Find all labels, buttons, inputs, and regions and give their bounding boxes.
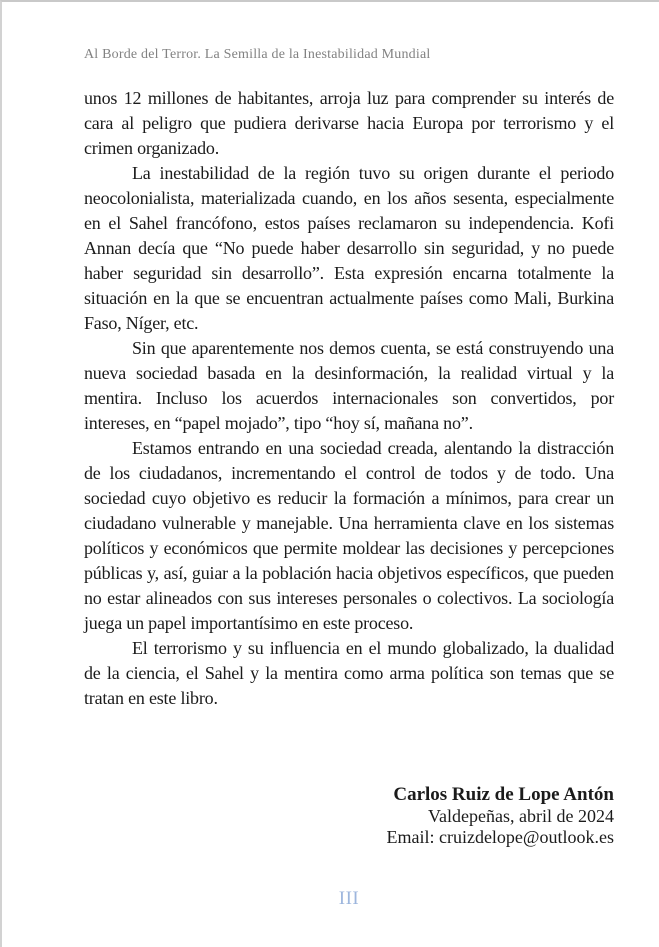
paragraph: El terrorismo y su influencia en el mundo globalizado, la dualidad de la ciencia, el Sahel y la mentira como arma política son temas que se tratan en este libro. xyxy=(84,638,614,708)
body-text xyxy=(84,86,614,711)
author-name: Carlos Ruiz de Lope Antón xyxy=(393,784,614,805)
paragraph: Estamos entrando en una sociedad creada, alentando la distracción de los ciudadanos, incrementando el control de todos y de todo. Una sociedad cuyo objetivo es reducir la formación a mínimos, para crear un ciudadano vulnerable y manejable. Una herramienta clave en los sistemas políticos y económicos que permite moldear las decisiones y percepciones públicas y, así, guiar a la población hacia objetivos específicos, que pueden no estar alineados con sus intereses personales o colectivos. La sociología juega un papel importantísimo en este proceso. xyxy=(84,438,614,633)
running-header: Al Borde del Terror. La Semilla de la Inestabilidad Mundial xyxy=(84,47,431,62)
place-and-date: Valdepeñas, abril de 2024 xyxy=(428,806,614,826)
paragraph: unos 12 millones de habitantes, arroja luz para comprender su interés de cara al peligro que pudiera derivarse hacia Europa por terrorismo y el crimen organizado. xyxy=(84,88,614,158)
paragraph: La inestabilidad de la región tuvo su origen durante el periodo neocolonialista, materializada cuando, en los años sesenta, especialmente en el Sahel francófono, estos países reclamaron su independencia. Kofi Annan decía que “No puede haber desarrollo sin seguridad, y no puede haber seguridad sin desarrollo”. Esta expresión encarna totalmente la situación en la que se encuentran actualmente países como Mali, Burkina Faso, Níger, etc. xyxy=(84,163,614,333)
author-email: Email: cruizdelope@outlook.es xyxy=(386,827,614,847)
page-number: III xyxy=(338,888,360,909)
signature-block xyxy=(84,784,614,848)
paragraph: Sin que aparentemente nos demos cuenta, se está construyendo una nueva sociedad basada en la desinformación, la realidad virtual y la mentira. Incluso los acuerdos internacionales son convertidos, por intereses, en “papel mojado”, tipo “hoy sí, mañana no”. xyxy=(84,338,614,433)
